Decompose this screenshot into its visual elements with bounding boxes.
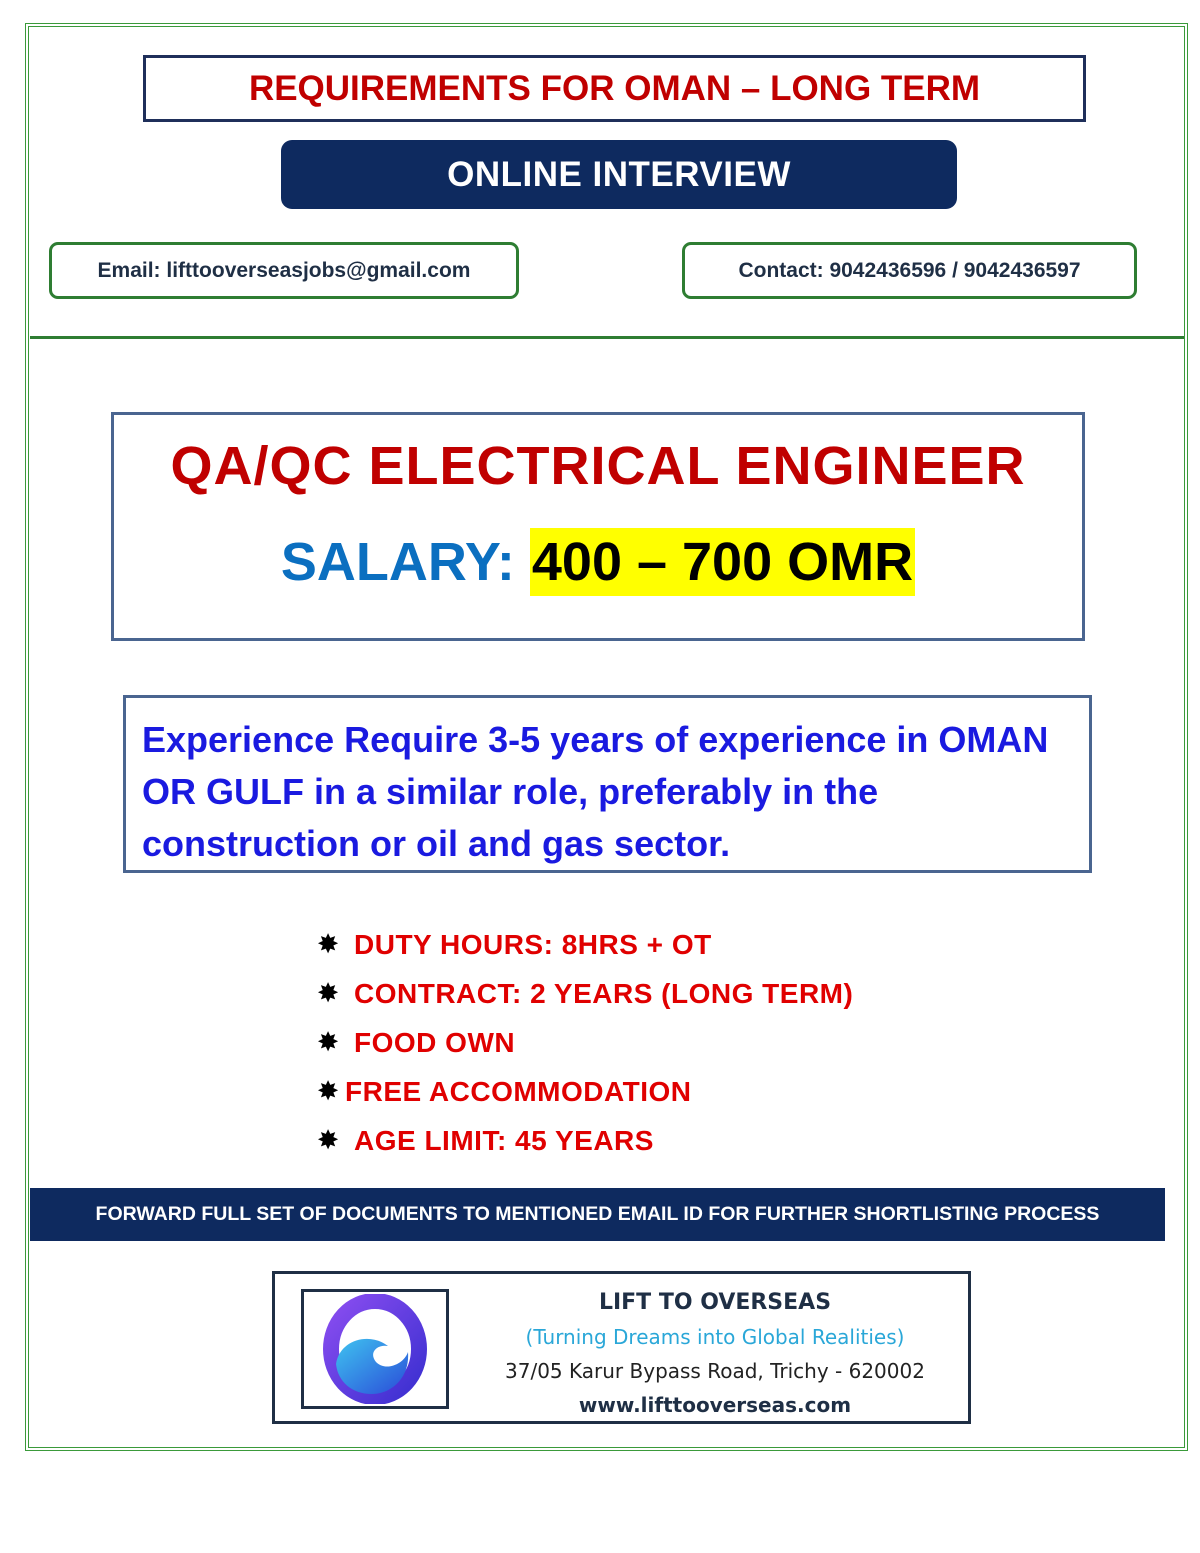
benefit-text: FREE ACCOMMODATION bbox=[345, 1075, 692, 1107]
starburst-bullet-icon: ✸ bbox=[318, 1029, 339, 1056]
job-box bbox=[111, 412, 1085, 641]
benefit-item bbox=[318, 1116, 853, 1165]
starburst-bullet-icon: ✸ bbox=[318, 931, 339, 958]
divider bbox=[30, 336, 1184, 339]
online-interview-badge bbox=[281, 140, 957, 209]
experience-box bbox=[123, 695, 1092, 873]
starburst-bullet-icon: ✸ bbox=[318, 1127, 339, 1154]
company-logo bbox=[301, 1289, 449, 1409]
benefit-text: AGE LIMIT: 45 YEARS bbox=[354, 1124, 654, 1156]
company-address: 37/05 Karur Bypass Road, Trichy - 620002 bbox=[505, 1359, 925, 1383]
benefits-list bbox=[318, 920, 853, 1165]
benefit-item bbox=[318, 920, 853, 969]
email-text[interactable]: Email: lifttooverseasjobs@gmail.com bbox=[97, 258, 471, 282]
banner-text: FORWARD FULL SET OF DOCUMENTS TO MENTIONED EMAIL ID FOR FURTHER SHORTLISTING PROCESS bbox=[95, 1203, 1100, 1225]
online-interview-label: ONLINE INTERVIEW bbox=[447, 154, 791, 194]
benefit-text: CONTRACT: 2 YEARS (LONG TERM) bbox=[354, 977, 854, 1009]
benefit-item bbox=[318, 1018, 853, 1067]
company-details bbox=[465, 1286, 965, 1422]
company-footer bbox=[272, 1271, 971, 1424]
starburst-bullet-icon: ✸ bbox=[318, 1078, 339, 1105]
company-website[interactable]: www.lifttooverseas.com bbox=[578, 1393, 852, 1417]
benefit-item bbox=[318, 1067, 853, 1116]
company-tagline: (Turning Dreams into Global Realities) bbox=[525, 1325, 905, 1349]
starburst-bullet-icon: ✸ bbox=[318, 980, 339, 1007]
wave-logo-icon bbox=[320, 1294, 430, 1404]
job-title: QA/QC ELECTRICAL ENGINEER bbox=[170, 436, 1026, 496]
benefit-text: DUTY HOURS: 8HRS + OT bbox=[354, 928, 712, 960]
instruction-banner bbox=[30, 1188, 1165, 1241]
email-box bbox=[49, 242, 519, 299]
contact-text[interactable]: Contact: 9042436596 / 9042436597 bbox=[738, 258, 1081, 282]
benefit-item bbox=[318, 969, 853, 1018]
page-title bbox=[143, 55, 1086, 122]
salary-label: SALARY: bbox=[280, 532, 515, 592]
experience-text: Experience Require 3-5 years of experience in OMAN OR GULF in a similar role, preferably in the construction or oil and gas sector. bbox=[142, 719, 1049, 864]
salary-line bbox=[114, 531, 1082, 593]
contact-box bbox=[682, 242, 1137, 299]
benefit-text: FOOD OWN bbox=[354, 1026, 516, 1058]
page-title-text: REQUIREMENTS FOR OMAN – LONG TERM bbox=[248, 68, 981, 108]
salary-value: 400 – 700 OMR bbox=[530, 528, 915, 596]
company-name: LIFT TO OVERSEAS bbox=[598, 1290, 832, 1315]
